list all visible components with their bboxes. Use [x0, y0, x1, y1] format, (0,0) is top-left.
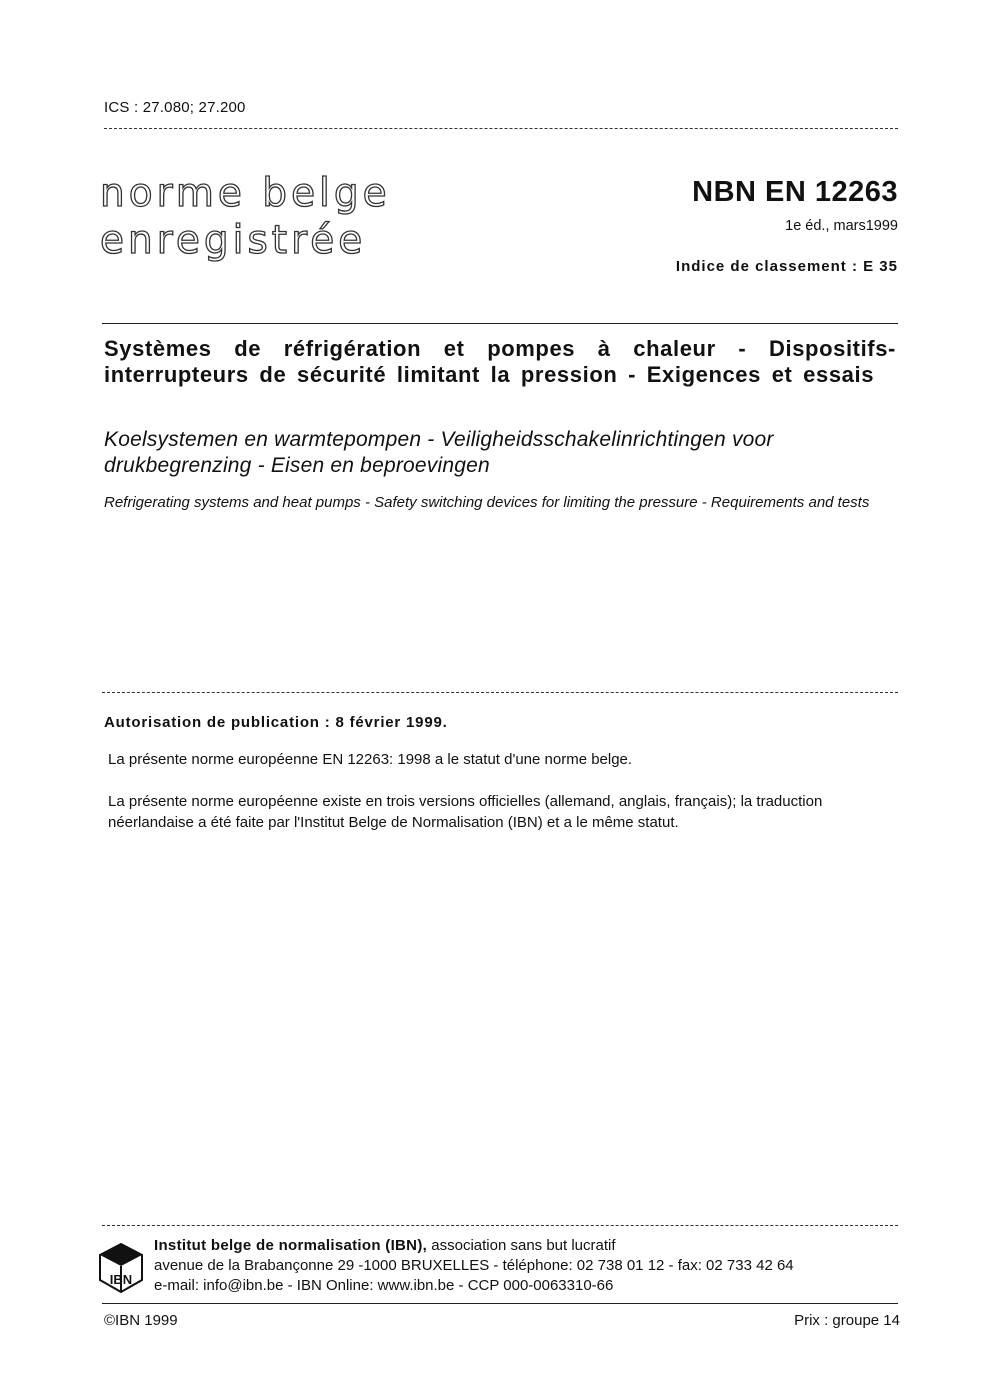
- ibn-logo: [99, 1243, 143, 1293]
- price-group: Prix : groupe 14: [794, 1312, 900, 1329]
- title-french: Systèmes de réfrigération et pompes à chaleur - Dispositifs-interrupteurs de sécurité limitant la pression - Exigences et essais: [104, 336, 896, 387]
- title-divider-bottom: [102, 692, 898, 693]
- header-divider: [104, 128, 898, 129]
- status-paragraph: La présente norme européenne EN 12263: 1998 a le statut d'une norme belge.: [108, 751, 633, 768]
- title-divider-top: [102, 323, 898, 324]
- versions-paragraph: La présente norme européenne existe en trois versions officielles (allemand, anglais, français); la traduction néerlandaise a été faite par l'Institut Belge de Normalisation (IBN) et a le même statut.: [108, 793, 823, 831]
- institute-name-line: [154, 1236, 794, 1256]
- institute-info: [154, 1236, 794, 1296]
- footer-divider: [102, 1225, 898, 1226]
- classification-index: Indice de classement : E 35: [675, 258, 898, 275]
- copyright: ©IBN 1999: [104, 1312, 178, 1329]
- institute-name: Institut belge de normalisation (IBN),: [154, 1237, 428, 1254]
- footer-bottom-divider: [102, 1303, 898, 1304]
- ics-code: ICS : 27.080; 27.200: [104, 99, 246, 116]
- institute-contact: e-mail: info@ibn.be - IBN Online: www.ibn.be - CCP 000-0063310-66: [154, 1277, 614, 1294]
- institute-type: association sans but lucratif: [427, 1237, 616, 1254]
- institute-address: avenue de la Brabançonne 29 -1000 BRUXELLES - téléphone: 02 738 01 12 - fax: 02 733 42 64: [154, 1257, 794, 1274]
- title-english: Refrigerating systems and heat pumps - Safety switching devices for limiting the pressure - Requirements and tests: [104, 494, 870, 511]
- title-dutch: Koelsystemen en warmtepompen - Veiligheidsschakelinrichtingen voor drukbegrenzing - Eisen en beproevingen: [104, 428, 774, 477]
- publication-authorisation: Autorisation de publication : 8 février 1999.: [104, 714, 448, 731]
- standard-number: NBN EN 12263: [692, 176, 898, 208]
- brand-title-line2: enregistrée: [100, 218, 367, 263]
- ibn-logo-text: IBN: [109, 1272, 133, 1287]
- edition-date: 1e éd., mars1999: [785, 218, 898, 234]
- brand-title-line1: norme belge: [100, 171, 391, 216]
